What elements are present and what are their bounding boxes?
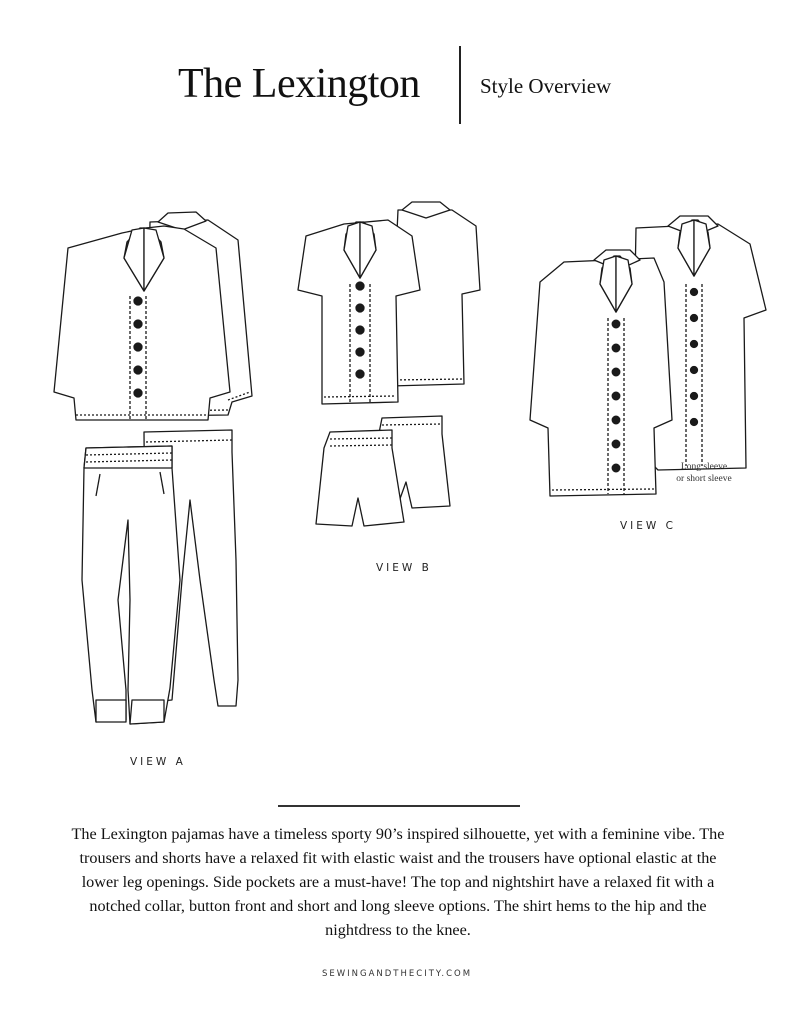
view-a-shirt-front [54,226,230,420]
view-b-label: VIEW B [376,562,432,574]
view-c-sleeve-note [664,461,744,485]
section-divider [278,805,520,807]
page-title: The Lexington [178,61,420,107]
style-description: The Lexington pajamas have a timeless sporty 90’s inspired silhouette, yet with a feminine vibe. The trousers and shorts have a relaxed fit with elastic waist and the trousers have optional elastic at the lower leg openings. Side pockets are a must-have! The top and nightshirt have a relaxed fit with a notched collar, button front and short and long sleeve options. The shirt hems to the hip and the nightdress to the knee. [71,825,725,939]
view-a-trousers-front [82,446,180,724]
view-a-label: VIEW A [130,756,186,768]
view-c-label: VIEW C [620,520,676,532]
view-b-shorts-front [316,430,404,526]
view-c-note-line1: Long sleeve [680,462,728,472]
view-c-note-line2: or short sleeve [676,474,732,484]
view-c-nightshirt-front [530,250,672,496]
page-subtitle: Style Overview [480,74,612,98]
footer-website: SEWINGANDTHECITY.COM [321,969,473,979]
